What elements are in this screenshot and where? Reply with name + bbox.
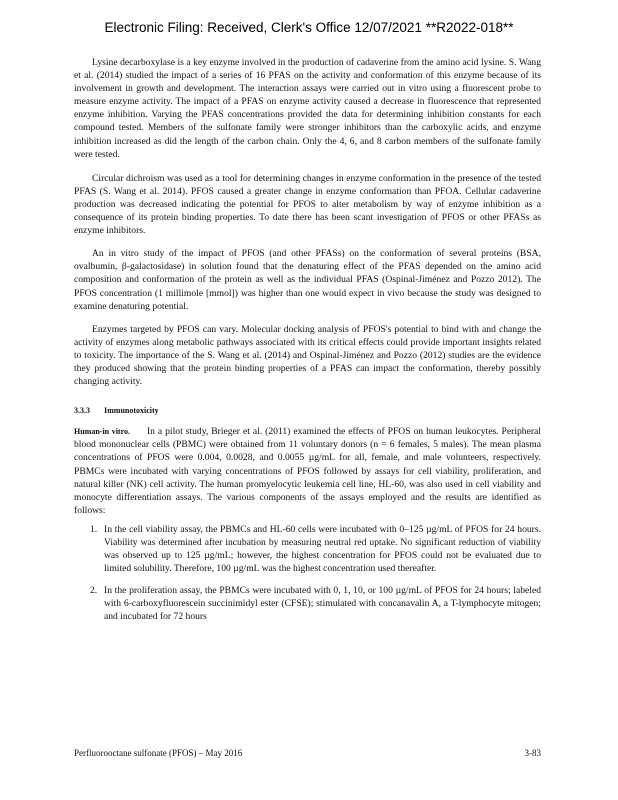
page-number: 3-83 (524, 748, 541, 758)
list-item-text: In the cell viability assay, the PBMCs and HL-60 cells were incubated with 0–125 µg/mL of PFOS for 24 hours. Viability was determined after incubation by measuring neutral red uptake. No significant reduction of viability was observed up to 125 µg/mL; however, the highest concentration for PFOS could not be evaluated due to limited solubility. Therefore, 100 µg/mL was the highest concentration used thereafter. (104, 523, 541, 575)
paragraph-circular-dichroism: Circular dichroism was used as a tool for determining changes in enzyme conformation in the presence of the tested PFAS (S. Wang et al. 2014). PFOS caused a greater change in enzyme conformation than PFOA. Cellular cadaverine production was decreased indicating the potential for PFOS to alter metabolism by way of enzyme inhibition as a consequence of its protein binding properties. To date there has been scant investigation of PFOS or other PFASs as enzyme inhibitors. (74, 172, 541, 237)
list-item (74, 584, 541, 623)
footer-document-title: Perfluorooctane sulfonate (PFOS) – May 2016 (74, 748, 243, 758)
section-title: Immunotoxicity (104, 406, 159, 416)
filing-header: Electronic Filing: Received, Clerk's Office 12/07/2021 **R2022-018** (104, 20, 514, 35)
section-heading (74, 404, 541, 417)
section-number: 3.3.3 (74, 406, 90, 416)
assay-list (74, 523, 541, 624)
paragraph-lysine-decarboxylase: Lysine decarboxylase is a key enzyme involved in the production of cadaverine from the amino acid lysine. S. Wang et al. (2014) studied the impact of a series of 16 PFAS on the activity and conformation of this enzyme because of its involvement in growth and development. The interaction assays were carried out in vitro using a fluorescent probe to measure enzyme activity. The impact of a PFAS on enzyme activity caused a decrease in fluorescence that represented enzyme inhibition. Varying the PFAS concentrations provided the data for determining inhibition constants for each compound tested. Members of the sulfonate family were stronger inhibitors than the carboxylic acids, and enzyme inhibition increased as did the length of the carbon chain. Only the 4, 6, and 8 carbon members of the sulfonate family were tested. (74, 57, 541, 160)
paragraph-enzymes-targeted: Enzymes targeted by PFOS can vary. Molecular docking analysis of PFOS's potential to bind with and change the activity of enzymes along metabolic pathways associated with its critical effects could provide important insights related to toxicity. The importance of the S. Wang et al. (2014) and Ospinal-Jiménez and Pozzo (2012) studies are the evidence they produced showing that the protein binding properties of a PFAS can impact the conformation, thereby possibly changing activity. (74, 323, 541, 388)
subsection-text: In a pilot study, Brieger et al. (2011) examined the effects of PFOS on human leukocytes. Peripheral blood mononuclear cells (PBMC) were obtained from 11 voluntary donors (n = 6 females, 5 males). The mean plasma concentrations of PFOS were 0.004, 0.0028, and 0.0055 µg/mL for all, female, and male volunteers, respectively. PBMCs were incubated with varying concentrations of PFOS followed by assays for cell viability, proliferation, and natural killer (NK) cell activity. The human promyelocytic leukemia cell line, HL-60, was also used in cell viability and monocyte differentiation assays. The various components of the assays employed and the results are identified as follows: (74, 426, 541, 516)
paragraph-protein-conformation: An in vitro study of the impact of PFOS (and other PFASs) on the conformation of several proteins (BSA, ovalbumin, β-galactosidase) in solution found that the denaturing effect of the PFAS depended on the amino acid composition and conformation of the protein as well as the individual PFAS (Ospinal-Jiménez and Pozzo 2012). The PFOS concentration (1 millimole [mmol]) was higher than one would expect in vivo because the study was designed to examine denaturing potential. (74, 248, 541, 312)
subsection-lead: Human-in vitro. (74, 427, 130, 437)
list-item-text: In the proliferation assay, the PBMCs were incubated with 0, 1, 10, or 100 µg/mL of PFOS for 24 hours; labeled with 6-carboxyfluorescein succinimidyl ester (CFSE); stimulated with concanavalin A, a T-lymphocyte mitogen; and incubated for 72 hours (104, 585, 541, 623)
subsection-paragraph (74, 425, 541, 517)
list-item-number: 1. (90, 523, 98, 535)
list-item-number: 2. (90, 585, 98, 597)
document-body (74, 56, 541, 633)
list-item (74, 523, 541, 575)
